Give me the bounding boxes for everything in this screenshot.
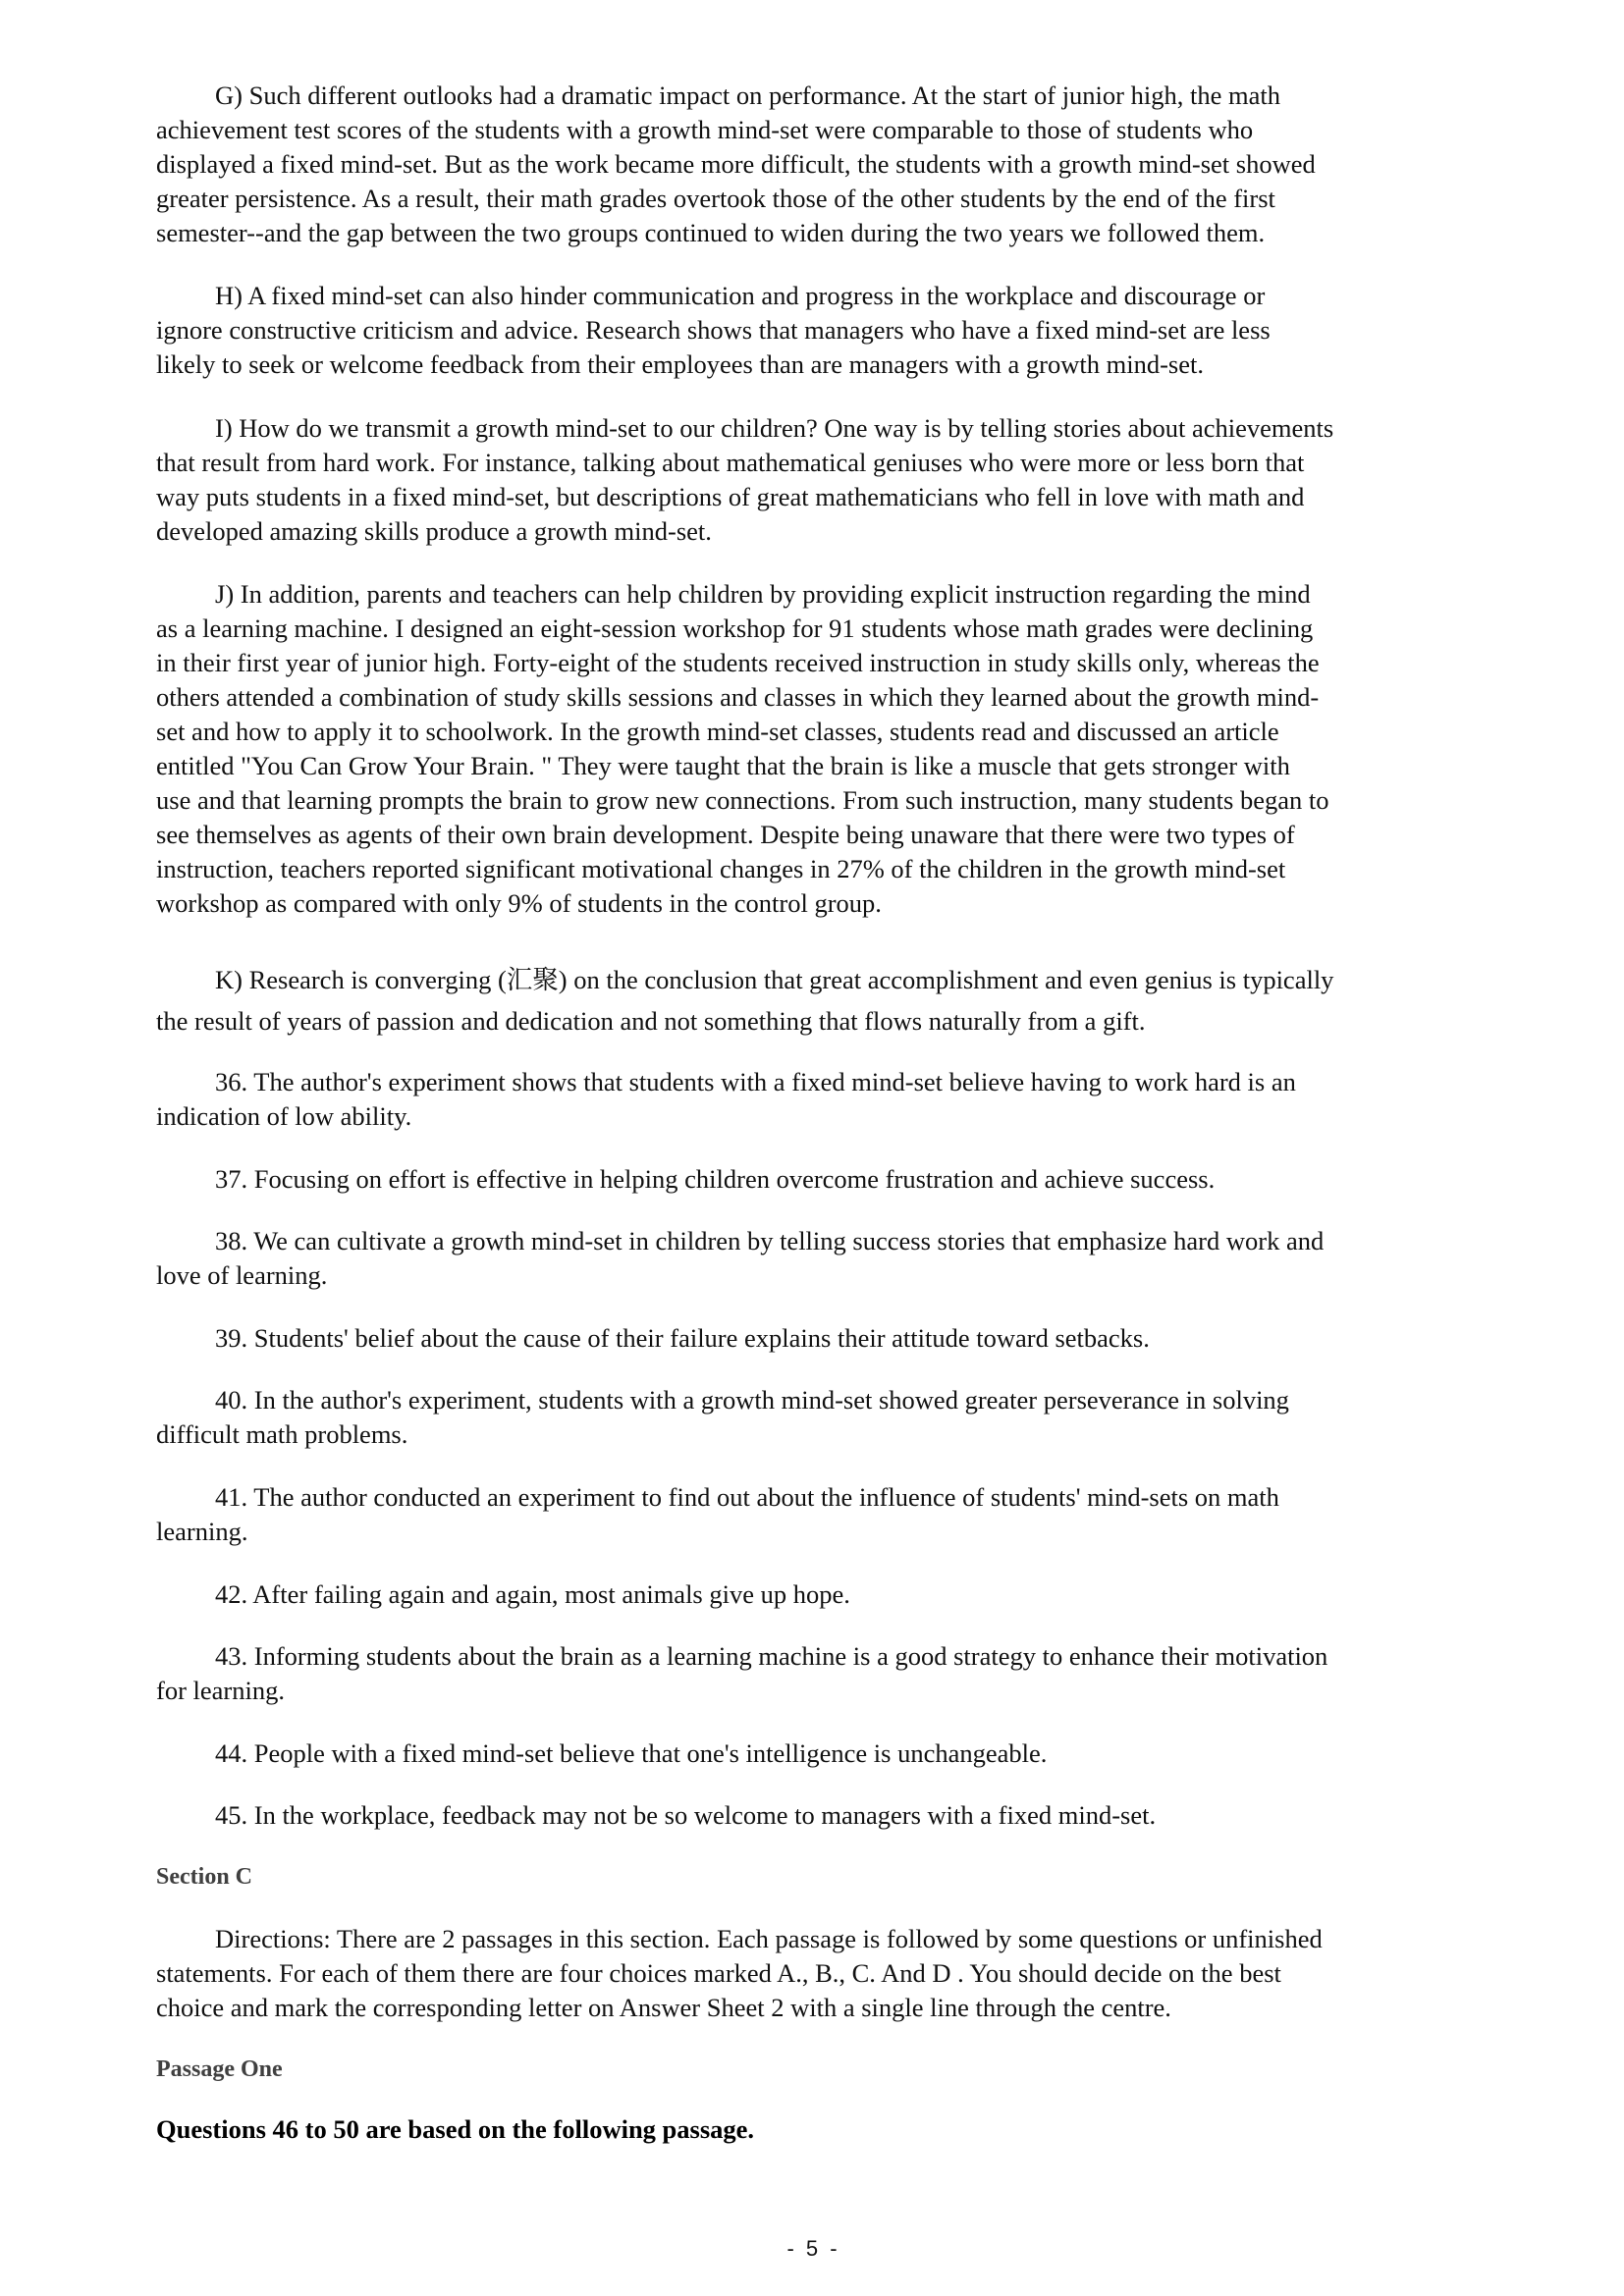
statement-line: learning.	[156, 1517, 248, 1546]
paragraph-line: set and how to apply it to schoolwork. In the growth mind-set classes, students read and discussed an article	[156, 717, 1279, 746]
paragraph-line: use and that learning prompts the brain to grow new connections. From such instruction, many students began to	[156, 785, 1329, 815]
directions-line: choice and mark the corresponding letter on Answer Sheet 2 with a single line through the centre.	[156, 1993, 1171, 2022]
paragraph-k	[156, 959, 1521, 1041]
paragraph-line: H) A fixed mind-set can also hinder communication and progress in the workplace and discourage or	[215, 281, 1266, 310]
statement-line: 38. We can cultivate a growth mind-set in children by telling success stories that emphasize hard work and	[215, 1226, 1325, 1255]
paragraph-line: that result from hard work. For instance, talking about mathematical geniuses who were more or less born that	[156, 448, 1305, 477]
statement-44	[156, 1736, 1521, 1771]
paragraph-line: developed amazing skills produce a growth mind-set.	[156, 516, 712, 546]
statement-43	[156, 1639, 1521, 1708]
statement-line: love of learning.	[156, 1260, 328, 1290]
statement-line: 41. The author conducted an experiment to find out about the influence of students' mind-sets on math	[215, 1482, 1279, 1512]
statement-line: 45. In the workplace, feedback may not be so welcome to managers with a fixed mind-set.	[215, 1800, 1157, 1830]
paragraph-line: ignore constructive criticism and advice. Research shows that managers who have a fixed mind-set are less	[156, 315, 1271, 345]
paragraph-line: K) Research is converging (汇聚) on the conclusion that great accomplishment and even genius is typically	[215, 965, 1334, 994]
statement-45	[156, 1798, 1521, 1833]
paragraph-line: likely to seek or welcome feedback from their employees than are managers with a growth mind-set.	[156, 349, 1204, 379]
statement-line: 43. Informing students about the brain as a learning machine is a good strategy to enhance their motivation	[215, 1641, 1328, 1671]
statement-42	[156, 1577, 1521, 1612]
paragraph-line: others attended a combination of study skills sessions and classes in which they learned about the growth mind-	[156, 682, 1320, 712]
statement-40	[156, 1383, 1521, 1452]
statement-line: difficult math problems.	[156, 1419, 408, 1449]
statement-line: 39. Students' belief about the cause of their failure explains their attitude toward setbacks.	[215, 1323, 1150, 1353]
paragraph-i	[156, 411, 1521, 549]
statement-line: 36. The author's experiment shows that students with a fixed mind-set believe having to work hard is an	[215, 1067, 1296, 1096]
paragraph-line: way puts students in a fixed mind-set, but descriptions of great mathematicians who fell in love with math and	[156, 482, 1305, 511]
paragraph-h	[156, 279, 1521, 382]
paragraph-line: entitled "You Can Grow Your Brain. " They were taught that the brain is like a muscle that gets stronger with	[156, 751, 1290, 780]
statement-41	[156, 1480, 1521, 1549]
section-c-heading: Section C	[156, 1864, 252, 1890]
statement-line: 42. After failing again and again, most animals give up hope.	[215, 1579, 850, 1609]
paragraph-line: greater persistence. As a result, their math grades overtook those of the other students by the end of the first	[156, 184, 1275, 213]
paragraph-line: in their first year of junior high. Forty-eight of the students received instruction in study skills only, whereas the	[156, 648, 1320, 677]
paragraph-line: workshop as compared with only 9% of students in the control group.	[156, 888, 882, 918]
paragraph-line: achievement test scores of the students with a growth mind-set were comparable to those of students who	[156, 115, 1254, 144]
paragraph-line: the result of years of passion and dedication and not something that flows naturally from a gift.	[156, 1006, 1146, 1036]
paragraph-j	[156, 577, 1521, 921]
paragraph-line: J) In addition, parents and teachers can help children by providing explicit instruction regarding the mind	[215, 579, 1311, 609]
paragraph-line: semester--and the gap between the two groups continued to widen during the two years we followed them.	[156, 218, 1266, 247]
paragraph-line: G) Such different outlooks had a dramatic impact on performance. At the start of junior high, the math	[215, 80, 1280, 110]
questions-intro: Questions 46 to 50 are based on the following passage.	[156, 2114, 755, 2144]
section-c-directions	[156, 1922, 1521, 2025]
page-number: - 5 -	[786, 2236, 838, 2261]
directions-line: Directions: There are 2 passages in this section. Each passage is followed by some questions or unfinished	[215, 1924, 1323, 1953]
statement-37	[156, 1162, 1521, 1197]
statement-line: 40. In the author's experiment, students with a growth mind-set showed greater perseverance in solving	[215, 1385, 1289, 1415]
passage-one-heading: Passage One	[156, 2056, 283, 2082]
paragraph-g	[156, 79, 1521, 250]
paragraph-line: I) How do we transmit a growth mind-set to our children? One way is by telling stories about achievements	[215, 413, 1334, 443]
statement-36	[156, 1065, 1521, 1134]
paragraph-line: see themselves as agents of their own brain development. Despite being unaware that there were two types of	[156, 820, 1295, 849]
paragraph-line: as a learning machine. I designed an eight-session workshop for 91 students whose math grades were declining	[156, 614, 1314, 643]
statement-line: for learning.	[156, 1676, 285, 1705]
statement-line: indication of low ability.	[156, 1101, 412, 1131]
paragraph-line: instruction, teachers reported significant motivational changes in 27% of the children in the growth mind-set	[156, 854, 1286, 883]
statement-38	[156, 1224, 1521, 1293]
paragraph-line: displayed a fixed mind-set. But as the work became more difficult, the students with a growth mind-set showed	[156, 149, 1316, 179]
statement-39	[156, 1321, 1521, 1356]
statement-line: 44. People with a fixed mind-set believe that one's intelligence is unchangeable.	[215, 1738, 1048, 1768]
directions-line: statements. For each of them there are four choices marked A., B., C. And D . You should decide on the best	[156, 1958, 1281, 1988]
statement-line: 37. Focusing on effort is effective in helping children overcome frustration and achieve success.	[215, 1164, 1216, 1194]
